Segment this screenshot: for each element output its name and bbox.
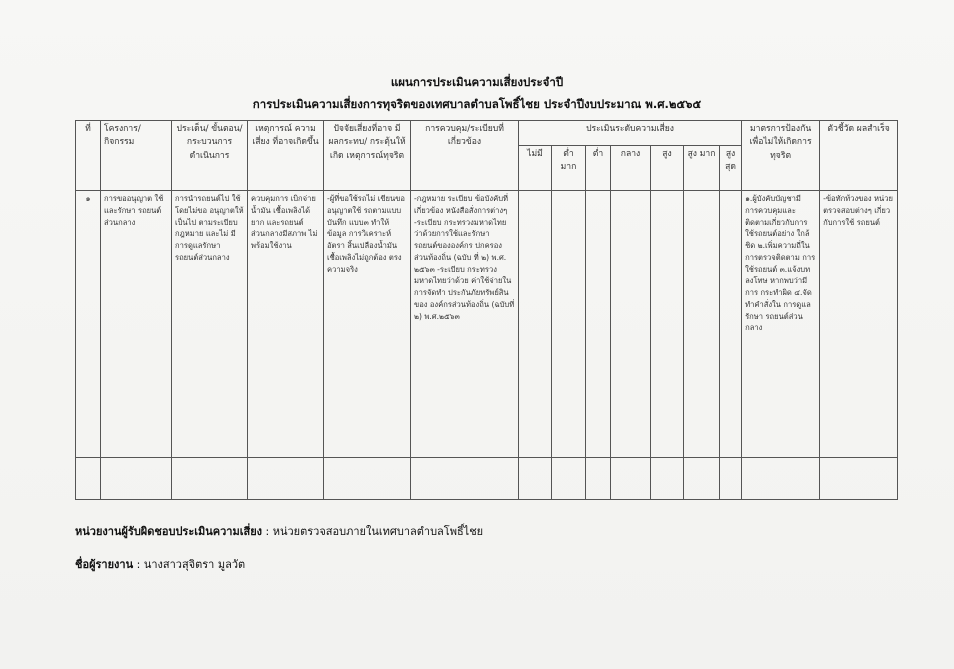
risk-assessment-table: [75, 120, 898, 500]
header-factor: ปัจจัยเสี่ยงที่อาจ มีผลกระทบ/ กระตุ้นให้เกิด เหตุการณ์ทุจริต: [324, 121, 411, 191]
empty-cell: [820, 458, 898, 500]
document-subtitle: การประเมินความเสี่ยงการทุจริตของเทศบาลตำบลโพธิ์ไชย ประจำปีงบประมาณ พ.ศ.๒๕๖๕: [252, 97, 702, 111]
reporter-label: ชื่อผู้รายงาน: [75, 558, 134, 571]
header-level-very-high: สูง มาก: [684, 146, 720, 191]
reporter-line: [75, 555, 245, 573]
cell-factor: -ผู้ที่ขอใช้รถไม่ เขียนขออนุญาตใช้ รถตามแบบบันทึก แบบ๓ ทำให้ข้อมูล การวิเคราะห์อัตรา สิ้นเปลืองน้ำมัน เชื้อเพลิงไม่ถูกต้อง ตรงความจริง: [324, 191, 411, 458]
header-control: การควบคุม/ระเบียบที่ เกี่ยวข้อง: [411, 121, 519, 191]
header-prevention: มาตรการป้องกัน เพื่อไม่ให้เกิดการ ทุจริต: [742, 121, 820, 191]
cell-no: ๑: [76, 191, 101, 458]
empty-cell: [742, 458, 820, 500]
table-row-empty: [76, 458, 898, 500]
table-row: [76, 191, 898, 458]
responsible-unit-value: : หน่วยตรวจสอบภายในเทศบาลตำบลโพธิ์ไชย: [262, 525, 484, 538]
header-level-none: ไม่มี: [519, 146, 552, 191]
empty-cell: [411, 458, 519, 500]
document-title: แผนการประเมินความเสี่ยงประจำปี: [390, 75, 564, 89]
cell-level-medium: [611, 191, 651, 458]
empty-cell: [101, 458, 172, 500]
header-risk-level-group: ประเมินระดับความเสี่ยง: [519, 121, 742, 146]
header-event: เหตุการณ์ ความเสี่ยง ที่อาจเกิดขึ้น: [248, 121, 324, 191]
cell-level-high: [651, 191, 684, 458]
empty-cell: [651, 458, 684, 500]
empty-cell: [586, 458, 611, 500]
empty-cell: [552, 458, 586, 500]
cell-indicator: -ข้อทักท้วงของ หน่วย ตรวจสอบต่างๆ เกี่ยวกับการใช้ รถยนต์: [820, 191, 898, 458]
empty-cell: [720, 458, 742, 500]
empty-cell: [172, 458, 248, 500]
cell-issue: การนำรถยนต์ไป ใช้โดยไม่ขอ อนุญาตให้เป็นไป ตามระเบียบ กฎหมาย และไม่ มีการดูแลรักษา รถยนต์ส่วนกลาง: [172, 191, 248, 458]
reporter-value: : นางสาวสุจิตรา มูลวัต: [133, 558, 246, 571]
cell-project: การขออนุญาต ใช้และรักษา รถยนต์ ส่วนกลาง: [101, 191, 172, 458]
responsible-unit-label: หน่วยงานผู้รับผิดชอบประเมินความเสี่ยง: [75, 525, 263, 538]
cell-level-highest: [720, 191, 742, 458]
header-level-medium: กลาง: [611, 146, 651, 191]
cell-level-very-high: [684, 191, 720, 458]
header-level-high: สูง: [651, 146, 684, 191]
empty-cell: [324, 458, 411, 500]
cell-level-very-low: [552, 191, 586, 458]
header-level-very-low: ต่ำ มาก: [552, 146, 586, 191]
cell-control: -กฎหมาย ระเบียบ ข้อบังคับที่เกี่ยวข้อง หนังสือสั่งการต่างๆ -ระเบียบ กระทรวงมหาดไทย ว่าด้วยการใช้และรักษา รถยนต์ขององค์กร ปกครองส่วนท้องถิ่น (ฉบับ ที่ ๒) พ.ศ. ๒๕๖๓ -ระเบียบ กระทรวงมหาดไทยว่าด้วย ค่าใช้จ่ายในการจัดทำ ประกันภัยทรัพย์สินของ องค์กรส่วนท้องถิ่น (ฉบับที่ ๒) พ.ศ.๒๕๖๓: [411, 191, 519, 458]
header-no: ที่: [76, 121, 101, 191]
cell-level-none: [519, 191, 552, 458]
header-project: โครงการ/ กิจกรรม: [101, 121, 172, 191]
empty-cell: [684, 458, 720, 500]
cell-event: ควบคุมการ เบิกจ่ายน้ำมัน เชื้อเพลิงได้ยาก และรถยนต์ ส่วนกลางมีสภาพ ไม่พร้อมใช้งาน: [248, 191, 324, 458]
empty-cell: [611, 458, 651, 500]
cell-level-low: [586, 191, 611, 458]
cell-prevention: ๑.ผู้บังคับบัญชามี การควบคุมและ ติดตามเกี่ยวกับการ ใช้รถยนต์อย่าง ใกล้ชิด ๒.เพิ่มความถี่ใน การตรวจติดตาม การใช้รถยนต์ ๓.แจ้งบทลงโทษ หากพบว่ามีการ กระทำผิด ๔.จัดทำคำสั่งใน การดูแลรักษา รถยนต์ส่วนกลาง: [742, 191, 820, 458]
header-issue: ประเด็น/ ขั้นตอน/ กระบวนการ ดำเนินการ: [172, 121, 248, 191]
header-level-highest: สูง สุด: [720, 146, 742, 191]
header-indicator: ตัวชี้วัด ผลสำเร็จ: [820, 121, 898, 191]
empty-cell: [76, 458, 101, 500]
empty-cell: [519, 458, 552, 500]
header-level-low: ต่ำ: [586, 146, 611, 191]
empty-cell: [248, 458, 324, 500]
responsible-unit-line: [75, 522, 483, 540]
